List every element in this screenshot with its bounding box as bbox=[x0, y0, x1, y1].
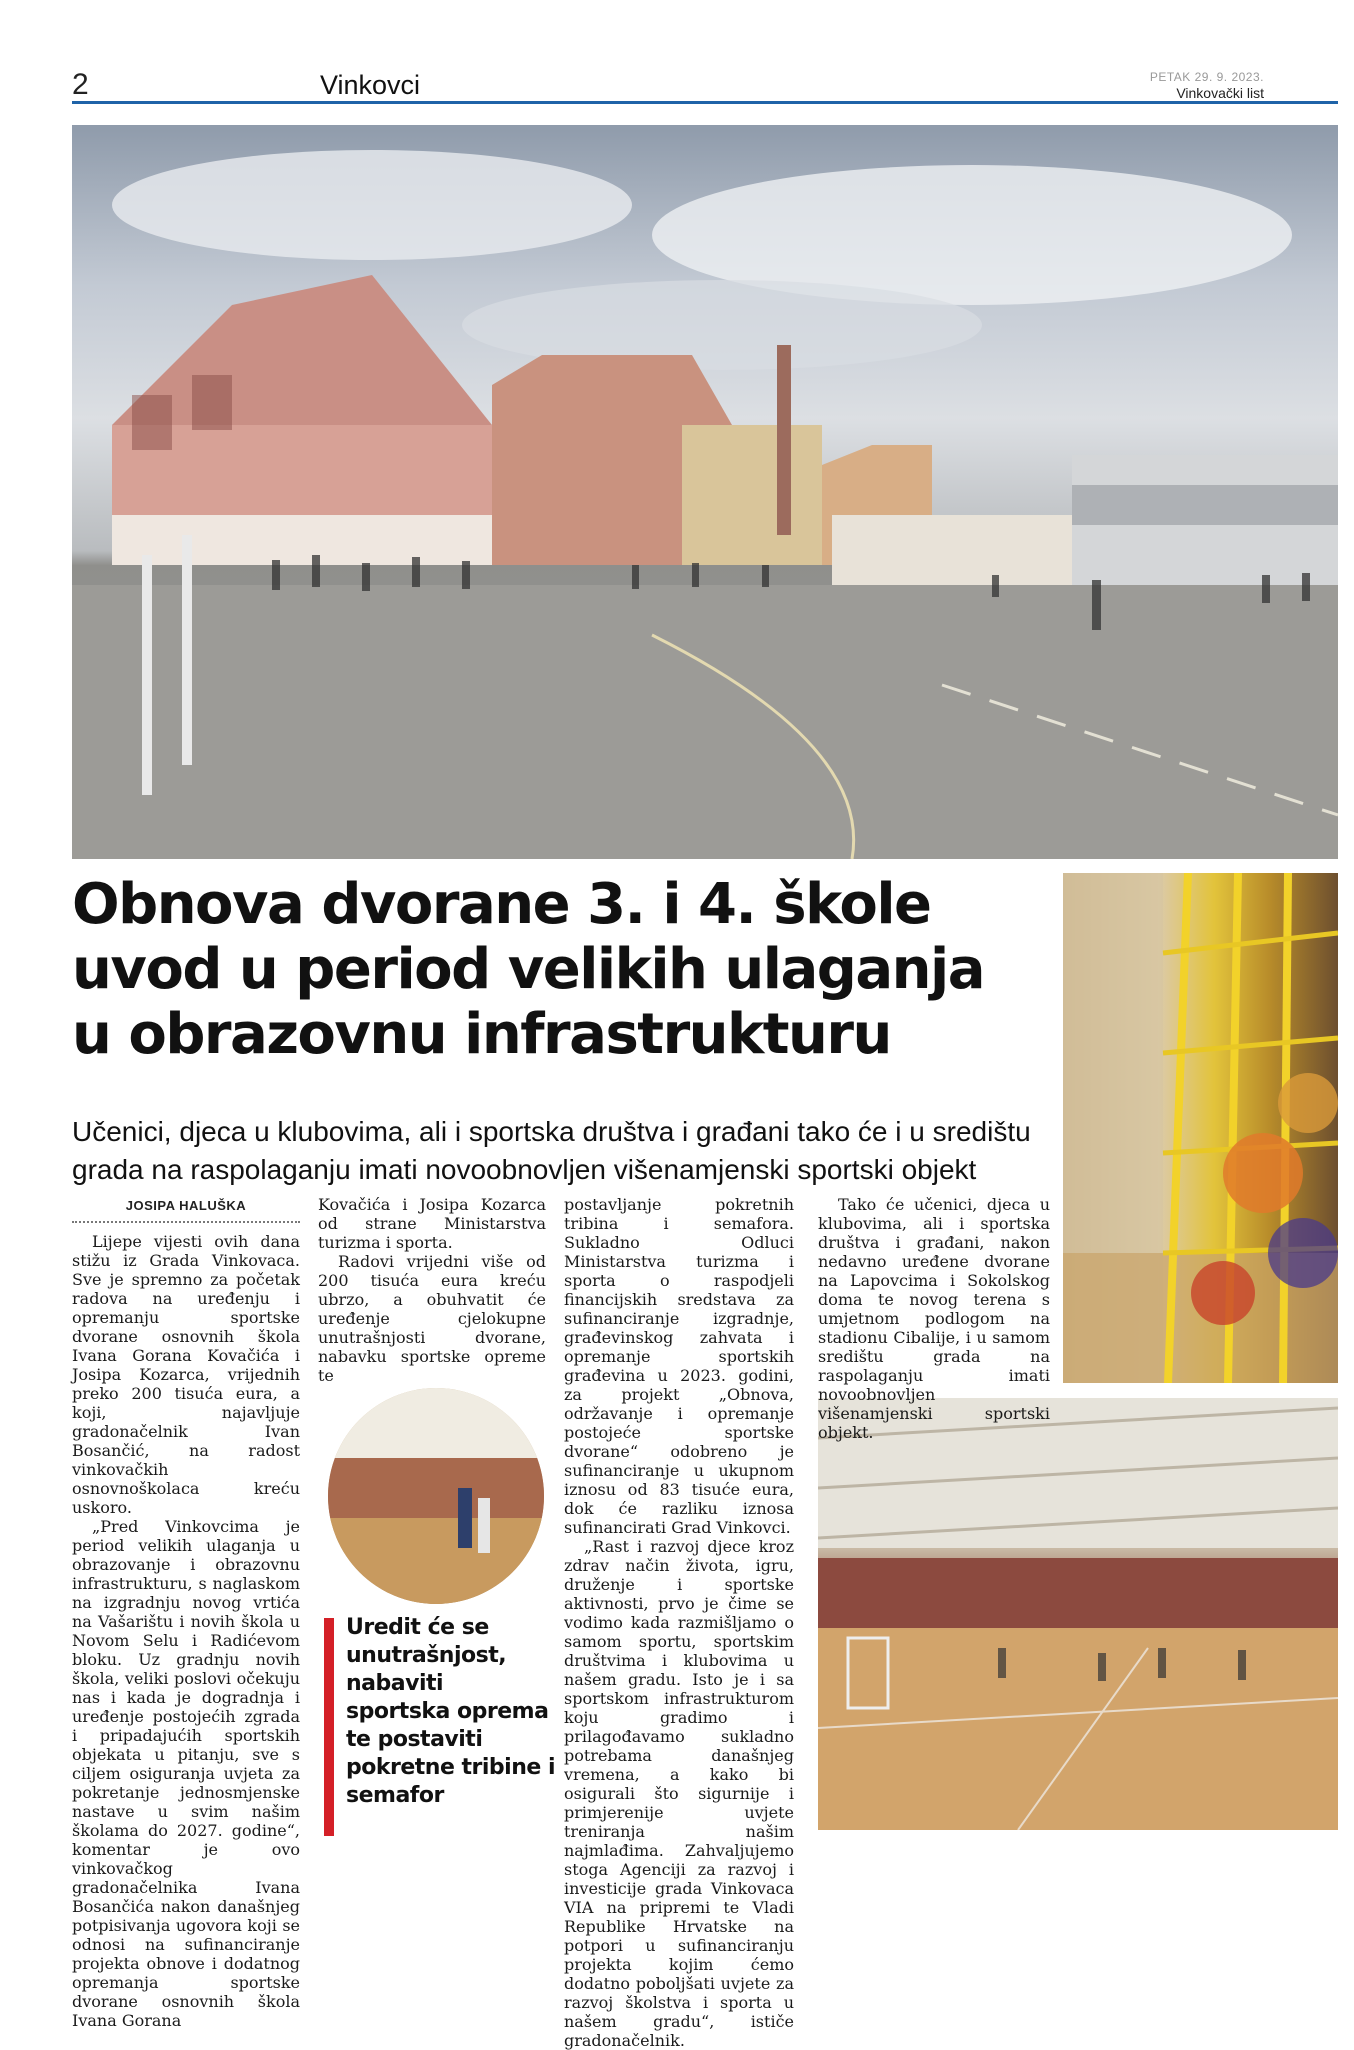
ball-cage-photo bbox=[1063, 873, 1338, 1383]
pull-quote-line: sportska oprema bbox=[346, 1699, 549, 1724]
sports-hall-illustration bbox=[818, 1398, 1338, 1830]
pull-quote-bar bbox=[324, 1618, 334, 1836]
pull-quote-line: semafor bbox=[346, 1783, 444, 1808]
publication-name: Vinkovački list bbox=[1176, 85, 1264, 101]
paragraph: „Pred Vinkovcima je period velikih ulaganja u obrazovanje i obrazovnu infrastrukturu, s naglaskom na izgradnju novog vrtića na Vašarištu i novih škola u Novom Selu i Radićevom bloku. Uz gradnju novih škola, veliki poslovi očekuju nas i kada je dogradnja i uređenje postojećih zgrada i pripadajućih sportskih objekata u pitanju, sve s ciljem osiguranja uvjeta za pokretanje jednosmjenske nastave u svim našim školama do 2027. godine“, komentar je ovo vinkovačkog gradonačelnika Ivana Bosančića nakon današnjeg potpisivanja ugovora koji se odnosi na sufinanciranje projekta obnove i dodatnog opremanja sportske dvorane osnovnih škola Ivana Gorana bbox=[72, 1517, 300, 2030]
pull-quote-line: nabaviti bbox=[346, 1671, 444, 1696]
body-column-3 bbox=[564, 1195, 794, 2050]
pull-quote-line: Uredit će se bbox=[346, 1615, 489, 1640]
article-subheadline bbox=[72, 1113, 1062, 1189]
hall-interior-photo bbox=[328, 1388, 544, 1604]
ball-cage-illustration bbox=[1063, 873, 1338, 1383]
schoolyard-illustration bbox=[72, 125, 1338, 859]
sports-hall-photo bbox=[818, 1398, 1338, 1830]
pull-quote-line: unutrašnjost, bbox=[346, 1643, 507, 1668]
body-column-1 bbox=[72, 1232, 300, 2030]
byline-divider bbox=[72, 1221, 300, 1223]
paragraph: Kovačića i Josipa Kozarca od strane Ministarstva turizma i sporta. bbox=[318, 1195, 546, 1252]
paragraph: postavljanje pokretnih tribina i semafora. Sukladno Odluci Ministarstva turizma i sporta o raspodjeli financijskih sredstava za sufinanciranje izgradnje, građevinskog zahvata i opremanje sportskih građevina u 2023. godini, za projekt „Obnova, održavanje i opremanje postojeće sportske dvorane“ odobreno je sufinanciranje u ukupnom iznosu od 83 tisuće eura, dok će razliku iznosa sufinancirati Grad Vinkovci. bbox=[564, 1195, 794, 1537]
body-column-2 bbox=[318, 1195, 546, 1385]
pull-quote-line: te postaviti bbox=[346, 1727, 483, 1752]
subheadline-line: grada na raspolaganju imati novoobnovljen višenamjenski sportski objekt bbox=[72, 1154, 977, 1185]
subheadline-line: Učenici, djeca u klubovima, ali i sportska društva i građani tako će i u središtu bbox=[72, 1116, 1031, 1147]
paragraph: Tako će učenici, djeca u klubovima, ali i sportska društva i građani, nakon nedavno uređene dvorane na Lapovcima i Sokolskog doma te novog terena s umjetnom podlogom na stadionu Cibalije, i u samom središtu grada na raspolaganju imati novoobnovljen višenamjenski sportski objekt. bbox=[818, 1195, 1050, 1442]
headline-line: Obnova dvorane 3. i 4. škole bbox=[72, 872, 931, 937]
schoolyard-photo bbox=[72, 125, 1338, 859]
issue-date: PETAK 29. 9. 2023. bbox=[1149, 70, 1264, 84]
paragraph: Radovi vrijedni više od 200 tisuća eura kreću ubrzo, a obuhvatit će uređenje cjelokupne unutrašnjosti dvorane, nabavku sportske opreme te bbox=[318, 1252, 546, 1385]
article-headline bbox=[72, 872, 1052, 1067]
headline-line: uvod u period velikih ulaganja bbox=[72, 937, 984, 1002]
header-rule bbox=[72, 101, 1338, 104]
pull-quote-line: pokretne tribine i bbox=[346, 1755, 556, 1780]
headline-line: u obrazovnu infrastrukturu bbox=[72, 1002, 891, 1067]
pull-quote bbox=[346, 1614, 556, 1810]
hall-interior-illustration bbox=[328, 1388, 544, 1604]
body-column-4 bbox=[818, 1195, 1050, 1442]
byline: JOSIPA HALUŠKA bbox=[125, 1198, 247, 1213]
section-title: Vinkovci bbox=[320, 70, 421, 100]
paragraph: „Rast i razvoj djece kroz zdrav način života, igru, druženje i sportske aktivnosti, prvo je čime se vodimo kada razmišljamo o samom sportu, sportskim društvima i klubovima u našem gradu. Isto je i sa sportskom infrastrukturom koju gradimo i prilagođavamo sukladno potrebama današnjeg vremena, a kako bi osigurali što sigurnije i primjerenije uvjete treniranja našim najmlađima. Zahvaljujemo stoga Agenciji za razvoj i investicije grada Vinkovaca VIA na pripremi te Vladi Republike Hrvatske na potpori u sufinanciranju projekta kojim ćemo dodatno poboljšati uvjete za razvoj školstva i sporta u našem gradu“, ističe gradonačelnik. bbox=[564, 1537, 794, 2050]
paragraph: Lijepe vijesti ovih dana stižu iz Grada Vinkovaca. Sve je spremno za početak radova na uređenju i opremanju sportske dvorane osnovnih škola Ivana Gorana Kovačića i Josipa Kozarca, vrijednih preko 200 tisuća eura, a koji, najavljuje gradonačelnik Ivan Bosančić, na radost vinkovačkih osnovnoškolaca kreću uskoro. bbox=[72, 1232, 300, 1517]
page-number: 2 bbox=[72, 68, 89, 101]
